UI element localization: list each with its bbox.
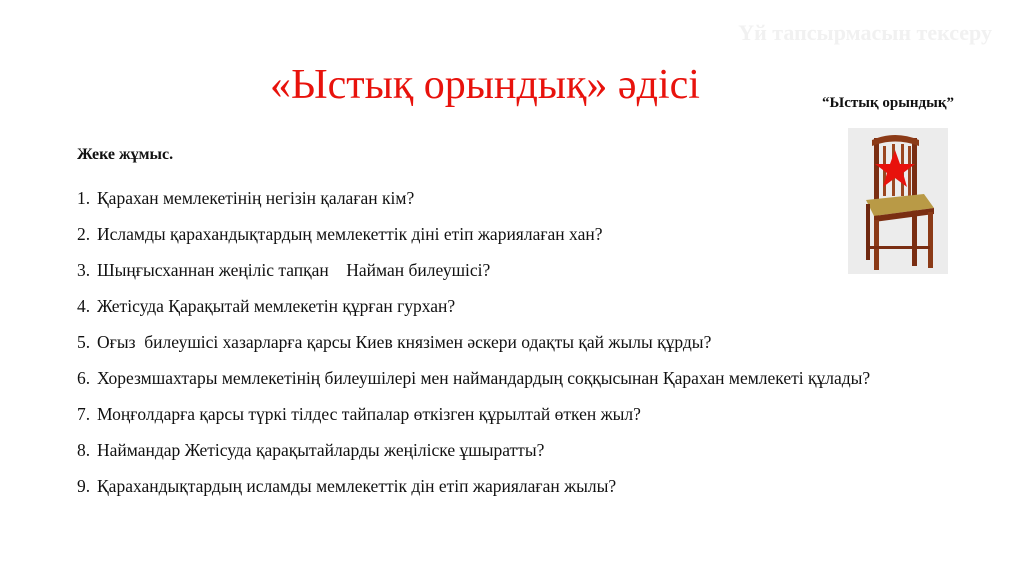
question-text: Хорезмшахтары мемлекетінің билеушілері мен наймандардың соққысынан Қарахан мемлекеті құлады? bbox=[97, 368, 871, 388]
question-item bbox=[77, 474, 937, 499]
question-number: 5. bbox=[77, 332, 91, 352]
question-text: Шыңғысханнан жеңіліс тапқан Найман билеушісі? bbox=[97, 260, 491, 280]
question-number: 9. bbox=[77, 476, 91, 496]
question-text: Қарахан мемлекетінің негізін қалаған кім? bbox=[97, 188, 415, 208]
question-item bbox=[77, 366, 937, 391]
chair-caption: “Ыстық орындық” bbox=[822, 95, 954, 111]
individual-work-heading: Жеке жұмыс. bbox=[77, 146, 174, 163]
question-number: 3. bbox=[77, 260, 91, 280]
question-text: Моңғолдарға қарсы түркі тілдес тайпалар өткізген құрылтай өткен жыл? bbox=[97, 404, 641, 424]
question-item bbox=[77, 222, 937, 247]
question-text: Жетісуда Қарақытай мемлекетін құрған гурхан? bbox=[97, 296, 456, 316]
question-item bbox=[77, 186, 937, 211]
question-item bbox=[77, 294, 937, 319]
question-text: Исламды қарахандықтардың мемлекеттік діні етіп жариялаған хан? bbox=[97, 224, 603, 244]
question-text: Оғыз билеушісі хазарларға қарсы Киев князімен әскери одақты қай жылы құрды? bbox=[97, 332, 712, 352]
question-item bbox=[77, 330, 937, 355]
watermark-title: Үй тапсырмасын тексеру bbox=[738, 20, 992, 45]
question-number: 2. bbox=[77, 224, 91, 244]
question-number: 6. bbox=[77, 368, 91, 388]
question-list bbox=[77, 186, 937, 510]
question-item bbox=[77, 258, 937, 283]
question-number: 8. bbox=[77, 440, 91, 460]
question-number: 1. bbox=[77, 188, 91, 208]
question-item bbox=[77, 438, 937, 463]
question-item bbox=[77, 402, 937, 427]
slide-title: «Ыстық орындық» әдісі bbox=[270, 62, 700, 108]
question-text: Наймандар Жетісуда қарақытайларды жеңіліске ұшыратты? bbox=[97, 440, 545, 460]
question-number: 7. bbox=[77, 404, 91, 424]
question-number: 4. bbox=[77, 296, 91, 316]
question-text: Қарахандықтардың исламды мемлекеттік дін етіп жариялаған жылы? bbox=[97, 476, 617, 496]
